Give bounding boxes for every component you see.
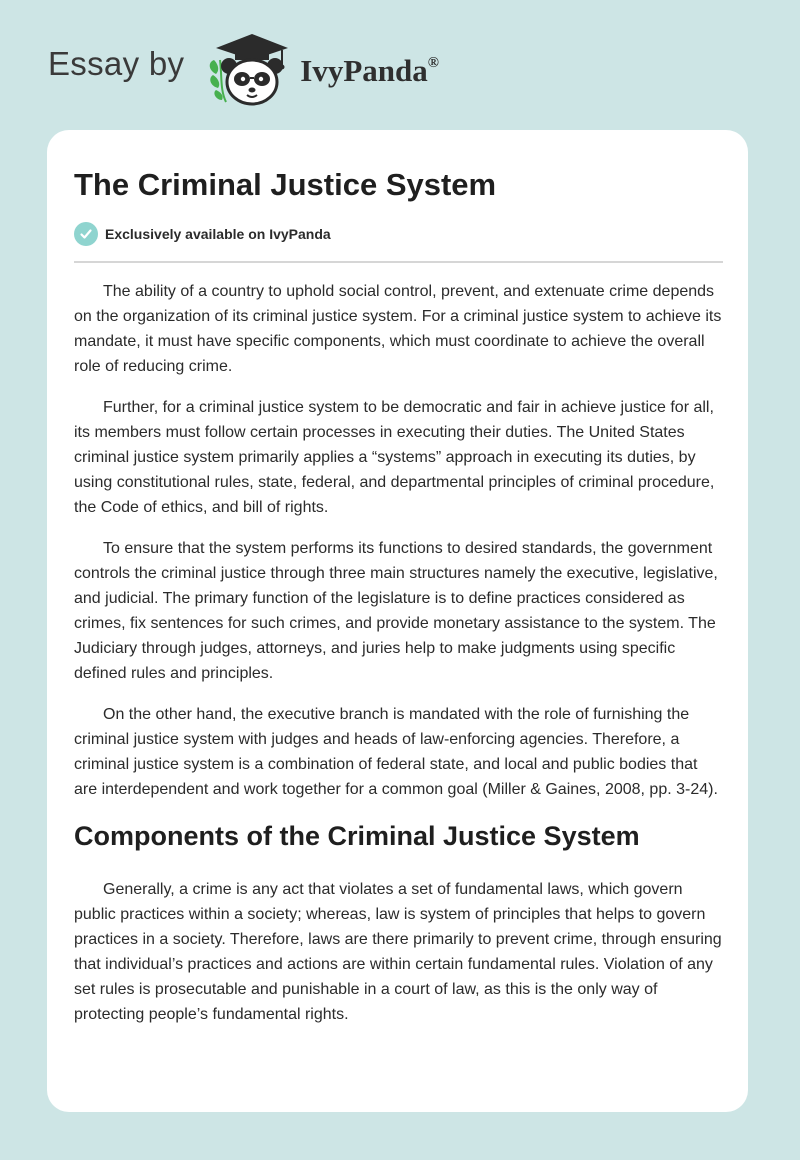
article-body: [74, 279, 723, 1043]
section-heading: Components of the Criminal Justice System: [74, 821, 640, 851]
brand-label: IvyPanda: [300, 53, 428, 88]
article-card: [47, 130, 748, 1112]
paragraph: Generally, a crime is any act that violates a set of fundamental laws, which govern public practices within a society; whereas, law is system of principles that helps to govern practices in a society. Therefore, laws are there primarily to prevent crime, through ensuring that individual’s practices and actions are within certain fundamental rules. Violation of any set rules is prosecutable and punishable in a court of law, as this is the only way of protecting people’s fundamental rights.: [74, 881, 722, 1023]
registered-mark: ®: [427, 55, 439, 71]
site-header: [48, 30, 439, 110]
article-title: The Criminal Justice System: [74, 167, 497, 202]
paragraph: To ensure that the system performs its functions to desired standards, the government controls the criminal justice through three main structures namely the executive, legislative, and judicial. The primary function of the legislature is to define practices considered as crimes, fix sentences for such crimes, and provide monetary assistance to the system. The Judiciary through judges, attorneys, and juries help to make judgments using specific defined rules and principles.: [74, 540, 718, 682]
title-divider: [74, 261, 723, 263]
check-circle-icon: [74, 222, 98, 246]
paragraph: Further, for a criminal justice system to be democratic and fair in achieve justice for all, its members must follow certain processes in executing their duties. The United States criminal justice system primarily applies a “systems” approach in executing its duties, by using constitutional rules, state, federal, and departmental principles of criminal procedure, the Code of ethics, and bill of rights.: [74, 399, 715, 516]
brand-name[interactable]: [300, 53, 439, 89]
paragraph: The ability of a country to uphold social control, prevent, and extenuate crime depends on the organization of its criminal justice system. For a criminal justice system to achieve its mandate, it must have specific components, which must coordinate to achieve the overall role of reducing crime.: [74, 283, 722, 375]
exclusive-badge: [74, 222, 331, 246]
paragraph: On the other hand, the executive branch is mandated with the role of furnishing the criminal justice system with judges and heads of law-enforcing agencies. Therefore, a criminal justice system is a combination of federal state, and local and public bodies that are interdependent and work together for a common goal (Miller & Gaines, 2008, pp. 3-24).: [74, 706, 718, 798]
badge-label: Exclusively available on IvyPanda: [105, 226, 331, 242]
essay-by-label: Essay by: [48, 45, 185, 82]
panda-logo-icon[interactable]: [202, 30, 292, 110]
